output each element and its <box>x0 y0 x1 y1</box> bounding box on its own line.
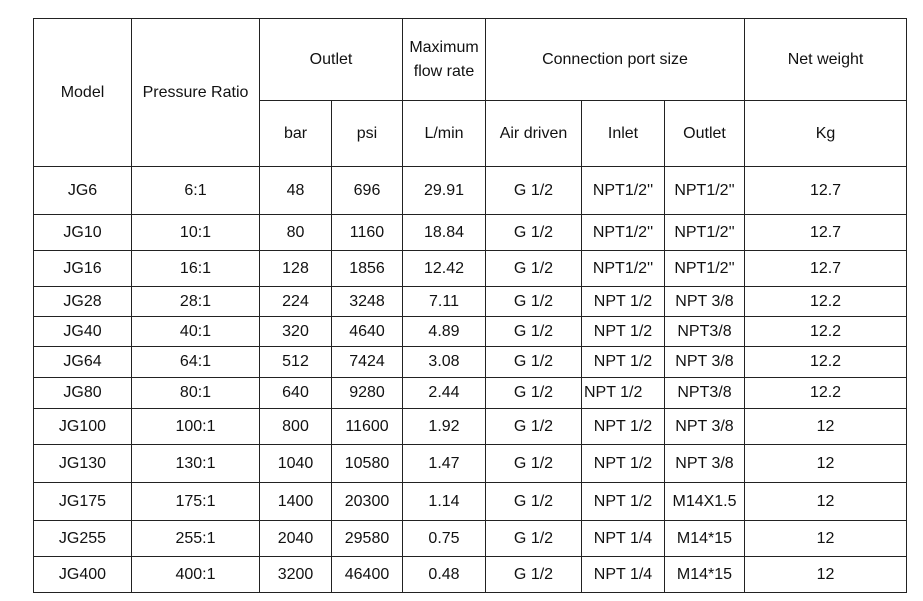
inlet-cell: NPT 1/2 <box>582 347 665 378</box>
net-weight-cell: 12.7 <box>745 251 907 287</box>
outlet-psi-cell: 29580 <box>332 521 403 557</box>
port-outlet-cell: NPT 3/8 <box>665 287 745 317</box>
net-weight-cell: 12.2 <box>745 347 907 378</box>
model-cell: JG80 <box>34 378 132 409</box>
port-outlet-cell: M14*15 <box>665 521 745 557</box>
table-row <box>34 409 907 445</box>
flow-rate-cell: 12.42 <box>403 251 486 287</box>
model-cell: JG16 <box>34 251 132 287</box>
pressure-ratio-cell: 6:1 <box>132 167 260 215</box>
table-row <box>34 287 907 317</box>
outlet-psi-cell: 3248 <box>332 287 403 317</box>
outlet-bar-cell: 1400 <box>260 483 332 521</box>
port-outlet-cell: NPT 3/8 <box>665 445 745 483</box>
port-outlet-cell: NPT 3/8 <box>665 347 745 378</box>
outlet-bar-cell: 48 <box>260 167 332 215</box>
inlet-cell: NPT1/2'' <box>582 215 665 251</box>
net-weight-cell: 12 <box>745 557 907 593</box>
pressure-ratio-cell: 40:1 <box>132 317 260 347</box>
outlet-bar-cell: 1040 <box>260 445 332 483</box>
air-driven-cell: G 1/2 <box>486 521 582 557</box>
port-outlet-cell: NPT1/2'' <box>665 251 745 287</box>
header-lmin: L/min <box>403 101 486 167</box>
model-cell: JG400 <box>34 557 132 593</box>
inlet-cell: NPT 1/2 <box>582 445 665 483</box>
air-driven-cell: G 1/2 <box>486 215 582 251</box>
header-pressure-ratio: Pressure Ratio <box>132 19 260 167</box>
net-weight-cell: 12.2 <box>745 378 907 409</box>
table-row <box>34 445 907 483</box>
model-cell: JG28 <box>34 287 132 317</box>
header-psi: psi <box>332 101 403 167</box>
inlet-cell: NPT 1/4 <box>582 557 665 593</box>
net-weight-cell: 12.2 <box>745 287 907 317</box>
outlet-psi-cell: 10580 <box>332 445 403 483</box>
air-driven-cell: G 1/2 <box>486 557 582 593</box>
model-cell: JG130 <box>34 445 132 483</box>
air-driven-cell: G 1/2 <box>486 167 582 215</box>
air-driven-cell: G 1/2 <box>486 347 582 378</box>
outlet-psi-cell: 20300 <box>332 483 403 521</box>
outlet-psi-cell: 4640 <box>332 317 403 347</box>
flow-rate-cell: 0.48 <box>403 557 486 593</box>
air-driven-cell: G 1/2 <box>486 483 582 521</box>
table-row <box>34 251 907 287</box>
air-driven-cell: G 1/2 <box>486 287 582 317</box>
inlet-cell: NPT 1/2 <box>582 409 665 445</box>
air-driven-cell: G 1/2 <box>486 251 582 287</box>
outlet-psi-cell: 46400 <box>332 557 403 593</box>
outlet-bar-cell: 640 <box>260 378 332 409</box>
net-weight-cell: 12.7 <box>745 167 907 215</box>
inlet-cell: NPT 1/2 <box>582 317 665 347</box>
model-cell: JG255 <box>34 521 132 557</box>
table-row <box>34 483 907 521</box>
pressure-ratio-cell: 10:1 <box>132 215 260 251</box>
flow-rate-cell: 1.14 <box>403 483 486 521</box>
inlet-cell: NPT 1/2 <box>582 483 665 521</box>
header-max-flow-rate: Maximum flow rate <box>403 19 486 101</box>
outlet-psi-cell: 9280 <box>332 378 403 409</box>
net-weight-cell: 12 <box>745 483 907 521</box>
inlet-cell: NPT1/2'' <box>582 167 665 215</box>
pressure-ratio-cell: 175:1 <box>132 483 260 521</box>
header-kg: Kg <box>745 101 907 167</box>
air-driven-cell: G 1/2 <box>486 409 582 445</box>
pressure-ratio-cell: 64:1 <box>132 347 260 378</box>
port-outlet-cell: NPT3/8 <box>665 378 745 409</box>
air-driven-cell: G 1/2 <box>486 378 582 409</box>
outlet-bar-cell: 800 <box>260 409 332 445</box>
pressure-ratio-cell: 80:1 <box>132 378 260 409</box>
net-weight-cell: 12 <box>745 521 907 557</box>
outlet-psi-cell: 696 <box>332 167 403 215</box>
outlet-bar-cell: 3200 <box>260 557 332 593</box>
flow-rate-cell: 1.92 <box>403 409 486 445</box>
flow-rate-cell: 18.84 <box>403 215 486 251</box>
header-net-weight: Net weight <box>745 19 907 101</box>
header-model: Model <box>34 19 132 167</box>
model-cell: JG100 <box>34 409 132 445</box>
outlet-bar-cell: 512 <box>260 347 332 378</box>
flow-rate-cell: 1.47 <box>403 445 486 483</box>
header-outlet: Outlet <box>260 19 403 101</box>
model-cell: JG175 <box>34 483 132 521</box>
port-outlet-cell: M14*15 <box>665 557 745 593</box>
pressure-ratio-cell: 400:1 <box>132 557 260 593</box>
table-row <box>34 317 907 347</box>
net-weight-cell: 12 <box>745 445 907 483</box>
inlet-cell: NPT 1/2 <box>582 287 665 317</box>
inlet-cell: NPT 1/2 <box>582 378 665 409</box>
outlet-psi-cell: 7424 <box>332 347 403 378</box>
header-inlet: Inlet <box>582 101 665 167</box>
net-weight-cell: 12 <box>745 409 907 445</box>
pressure-ratio-cell: 130:1 <box>132 445 260 483</box>
spec-table <box>33 18 907 593</box>
model-cell: JG64 <box>34 347 132 378</box>
inlet-cell: NPT1/2'' <box>582 251 665 287</box>
outlet-bar-cell: 80 <box>260 215 332 251</box>
outlet-bar-cell: 128 <box>260 251 332 287</box>
table-row <box>34 167 907 215</box>
header-connection-port-size: Connection port size <box>486 19 745 101</box>
pressure-ratio-cell: 16:1 <box>132 251 260 287</box>
port-outlet-cell: M14X1.5 <box>665 483 745 521</box>
header-air-driven: Air driven <box>486 101 582 167</box>
table-row <box>34 521 907 557</box>
flow-rate-cell: 2.44 <box>403 378 486 409</box>
pressure-ratio-cell: 28:1 <box>132 287 260 317</box>
table-row <box>34 557 907 593</box>
flow-rate-cell: 0.75 <box>403 521 486 557</box>
flow-rate-cell: 4.89 <box>403 317 486 347</box>
model-cell: JG40 <box>34 317 132 347</box>
model-cell: JG6 <box>34 167 132 215</box>
header-bar: bar <box>260 101 332 167</box>
inlet-cell: NPT 1/4 <box>582 521 665 557</box>
flow-rate-cell: 3.08 <box>403 347 486 378</box>
table-row <box>34 215 907 251</box>
port-outlet-cell: NPT1/2'' <box>665 167 745 215</box>
flow-rate-cell: 29.91 <box>403 167 486 215</box>
flow-rate-cell: 7.11 <box>403 287 486 317</box>
table-row <box>34 347 907 378</box>
outlet-psi-cell: 11600 <box>332 409 403 445</box>
outlet-psi-cell: 1856 <box>332 251 403 287</box>
outlet-bar-cell: 320 <box>260 317 332 347</box>
header-row-top <box>34 19 907 101</box>
pressure-ratio-cell: 100:1 <box>132 409 260 445</box>
air-driven-cell: G 1/2 <box>486 445 582 483</box>
table-row <box>34 378 907 409</box>
net-weight-cell: 12.7 <box>745 215 907 251</box>
net-weight-cell: 12.2 <box>745 317 907 347</box>
pressure-ratio-cell: 255:1 <box>132 521 260 557</box>
air-driven-cell: G 1/2 <box>486 317 582 347</box>
header-port-outlet: Outlet <box>665 101 745 167</box>
outlet-psi-cell: 1160 <box>332 215 403 251</box>
outlet-bar-cell: 224 <box>260 287 332 317</box>
port-outlet-cell: NPT3/8 <box>665 317 745 347</box>
model-cell: JG10 <box>34 215 132 251</box>
port-outlet-cell: NPT1/2'' <box>665 215 745 251</box>
port-outlet-cell: NPT 3/8 <box>665 409 745 445</box>
outlet-bar-cell: 2040 <box>260 521 332 557</box>
